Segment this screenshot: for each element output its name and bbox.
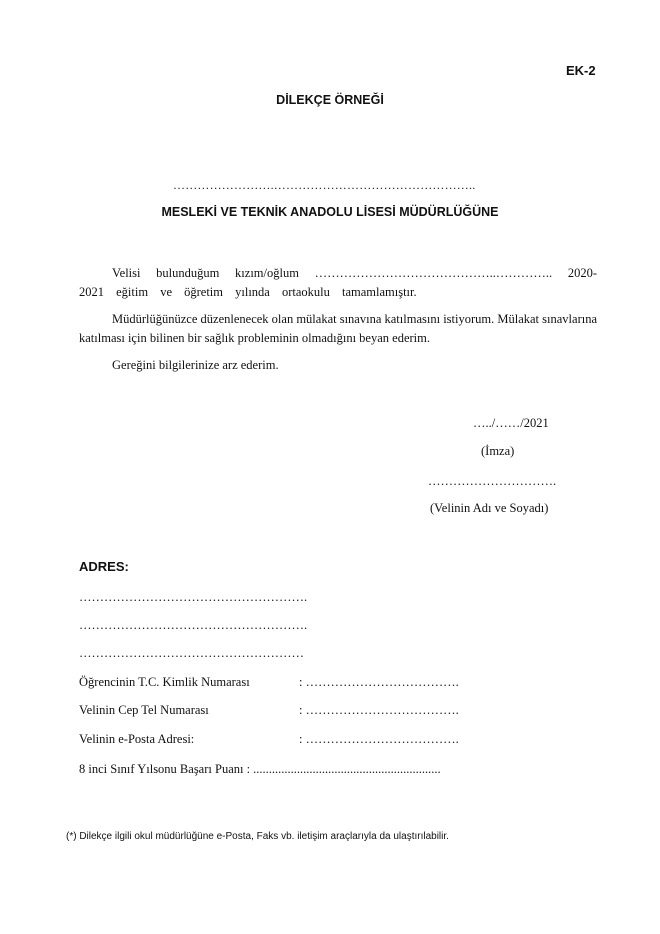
guardian-name-label: (Velinin Adı ve Soyadı) bbox=[430, 501, 549, 515]
field-guardian-phone-value: : ………………………………. bbox=[299, 703, 459, 717]
document-title: DİLEKÇE ÖRNEĞİ bbox=[276, 93, 384, 107]
footnote: (*) Dilekçe ilgili okul müdürlüğüne e-Posta, Faks vb. iletişim araçlarıyla da ulaştırılabilir. bbox=[66, 831, 449, 842]
address-label: ADRES: bbox=[79, 559, 129, 574]
field-student-id-value: : ………………………………. bbox=[299, 675, 459, 689]
guardian-name-dots: …………………………. bbox=[428, 474, 557, 488]
paragraph-1 bbox=[79, 264, 597, 302]
paragraph-2 bbox=[79, 310, 597, 348]
signature-label: (İmza) bbox=[481, 444, 515, 458]
paragraph-3 bbox=[79, 356, 597, 375]
paragraph-3-text: Gereğini bilgilerinize arz ederim. bbox=[112, 358, 279, 372]
field-guardian-phone-label: Velinin Cep Tel Numarası bbox=[79, 703, 209, 717]
address-line-2: ………………………………………………. bbox=[79, 618, 308, 632]
field-guardian-email-value: : ………………………………. bbox=[299, 732, 459, 746]
form-code: EK-2 bbox=[566, 63, 596, 78]
addressee-dots: …………………….………………………………………….. bbox=[173, 178, 476, 192]
field-student-id-label: Öğrencinin T.C. Kimlik Numarası bbox=[79, 675, 250, 689]
address-line-3: ……………………………………………… bbox=[79, 646, 304, 660]
paragraph-2-text: Müdürlüğünüzce düzenlenecek olan mülakat sınavına katılmasını istiyorum. Mülakat sınavlarına katılması için bilinen bir sağlık probleminin olmadığını beyan ederim. bbox=[79, 312, 597, 345]
address-line-1: ………………………………………………. bbox=[79, 590, 308, 604]
field-guardian-email-label: Velinin e-Posta Adresi: bbox=[79, 732, 195, 746]
paragraph-1-text: Velisi bulunduğum kızım/oğlum ……………………………………..………….. 2020-2021 eğitim ve öğretim yılında ortaokulu tamamlamıştır. bbox=[79, 266, 597, 299]
addressee-school: MESLEKİ VE TEKNİK ANADOLU LİSESİ MÜDÜRLÜĞÜNE bbox=[161, 205, 499, 219]
field-grade-score: 8 inci Sınıf Yılsonu Başarı Puanı : ............................................................ bbox=[79, 762, 441, 776]
date-field: …../……/2021 bbox=[473, 416, 549, 430]
